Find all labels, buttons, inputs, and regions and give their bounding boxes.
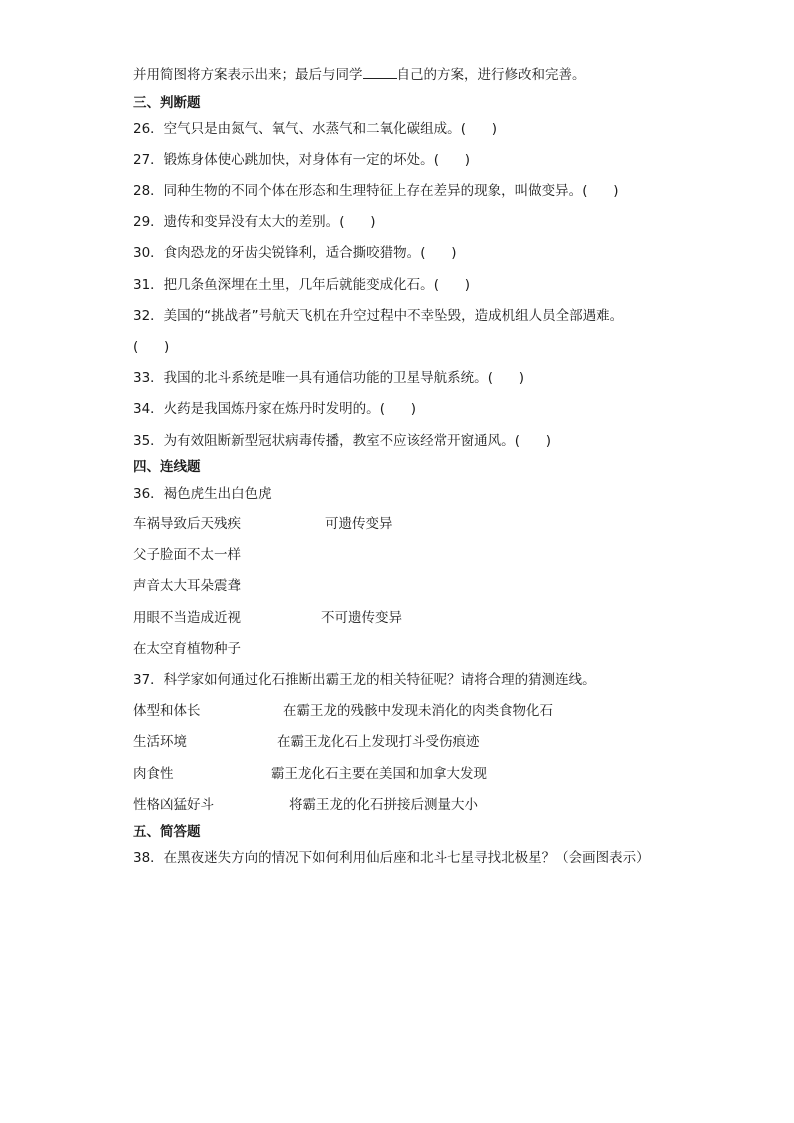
q37-right-item[interactable]: 将霸王龙的化石拼接后测量大小 bbox=[289, 797, 478, 813]
judge-item-28 bbox=[133, 182, 618, 200]
q36-left-item[interactable]: 在太空育植物种子 bbox=[133, 641, 241, 657]
answer-paren[interactable]: ( ) bbox=[133, 339, 170, 355]
answer-paren[interactable]: ( ) bbox=[379, 401, 416, 417]
intro-text-before: 并用简图将方案表示出来；最后与同学 bbox=[133, 67, 363, 83]
q36-left-item[interactable]: 车祸导致后天残疾 bbox=[133, 516, 241, 532]
answer-paren[interactable]: ( ) bbox=[433, 152, 470, 168]
answer-paren[interactable]: ( ) bbox=[433, 277, 470, 293]
section-3-title: 三、判断题 bbox=[133, 95, 201, 111]
q36-stem: 36．褐色虎生出白色虎 bbox=[133, 486, 272, 502]
judge-item-text: 35．为有效阻断新型冠状病毒传播，教室不应该经常开窗通风。 bbox=[133, 433, 515, 449]
answer-paren[interactable]: ( ) bbox=[420, 245, 457, 261]
judge-item-35 bbox=[133, 432, 551, 450]
judge-item-34 bbox=[133, 400, 416, 418]
intro-text-after: 自己的方案，进行修改和完善。 bbox=[396, 67, 586, 83]
answer-paren[interactable]: ( ) bbox=[460, 121, 497, 137]
judge-item-text: 26．空气只是由氮气、氧气、水蒸气和二氧化碳组成。 bbox=[133, 121, 461, 137]
answer-paren[interactable]: ( ) bbox=[582, 183, 619, 199]
judge-item-30 bbox=[133, 244, 456, 262]
judge-item-text: 30．食肉恐龙的牙齿尖锐锋利，适合撕咬猎物。 bbox=[133, 245, 421, 261]
q36-left-item[interactable]: 用眼不当造成近视 bbox=[133, 610, 241, 626]
judge-item-text: 29．遗传和变异没有太大的差别。 bbox=[133, 214, 340, 230]
fill-in-blank[interactable] bbox=[363, 65, 397, 79]
judge-item-text: 32．美国的“挑战者”号航天飞机在升空过程中不幸坠毁，造成机组人员全部遇难。 bbox=[133, 308, 624, 324]
intro-line bbox=[133, 65, 586, 84]
q37-left-item[interactable]: 生活环境 bbox=[133, 734, 187, 750]
q37-left-item[interactable]: 肉食性 bbox=[133, 766, 174, 782]
section-5-title: 五、简答题 bbox=[133, 824, 201, 840]
judge-item-text: 33．我国的北斗系统是唯一具有通信功能的卫星导航系统。 bbox=[133, 370, 488, 386]
judge-item-32-paren-line bbox=[133, 338, 169, 356]
q37-right-item[interactable]: 霸王龙化石主要在美国和加拿大发现 bbox=[271, 766, 487, 782]
q36-left-item[interactable]: 父子脸面不太一样 bbox=[133, 547, 241, 563]
answer-paren[interactable]: ( ) bbox=[514, 433, 551, 449]
section-4-title: 四、连线题 bbox=[133, 459, 201, 475]
answer-paren[interactable]: ( ) bbox=[487, 370, 524, 386]
q36-right-item[interactable]: 可遗传变异 bbox=[325, 516, 393, 532]
q36-right-item[interactable]: 不可遗传变异 bbox=[321, 610, 402, 626]
q37-right-item[interactable]: 在霸王龙化石上发现打斗受伤痕迹 bbox=[277, 734, 480, 750]
q36-left-item[interactable]: 声音太大耳朵震聋 bbox=[133, 578, 241, 594]
judge-item-text: 34．火药是我国炼丹家在炼丹时发明的。 bbox=[133, 401, 380, 417]
judge-item-32 bbox=[133, 307, 623, 325]
judge-item-31 bbox=[133, 276, 470, 294]
q37-left-item[interactable]: 性格凶猛好斗 bbox=[133, 797, 214, 813]
judge-item-26 bbox=[133, 120, 497, 138]
q37-right-item[interactable]: 在霸王龙的残骸中发现未消化的肉类食物化石 bbox=[283, 703, 553, 719]
judge-item-text: 31．把几条鱼深埋在土里，几年后就能变成化石。 bbox=[133, 277, 434, 293]
judge-item-29 bbox=[133, 213, 375, 231]
q38-text: 38．在黑夜迷失方向的情况下如何利用仙后座和北斗七星寻找北极星？（会画图表示） bbox=[133, 850, 650, 866]
judge-item-text: 27．锻炼身体使心跳加快，对身体有一定的坏处。 bbox=[133, 152, 434, 168]
q37-left-item[interactable]: 体型和体长 bbox=[133, 703, 201, 719]
q37-stem: 37．科学家如何通过化石推断出霸王龙的相关特征呢？请将合理的猜测连线。 bbox=[133, 672, 596, 688]
judge-item-33 bbox=[133, 369, 524, 387]
judge-item-text: 28．同种生物的不同个体在形态和生理特征上存在差异的现象，叫做变异。 bbox=[133, 183, 583, 199]
answer-paren[interactable]: ( ) bbox=[339, 214, 376, 230]
judge-item-27 bbox=[133, 151, 470, 169]
